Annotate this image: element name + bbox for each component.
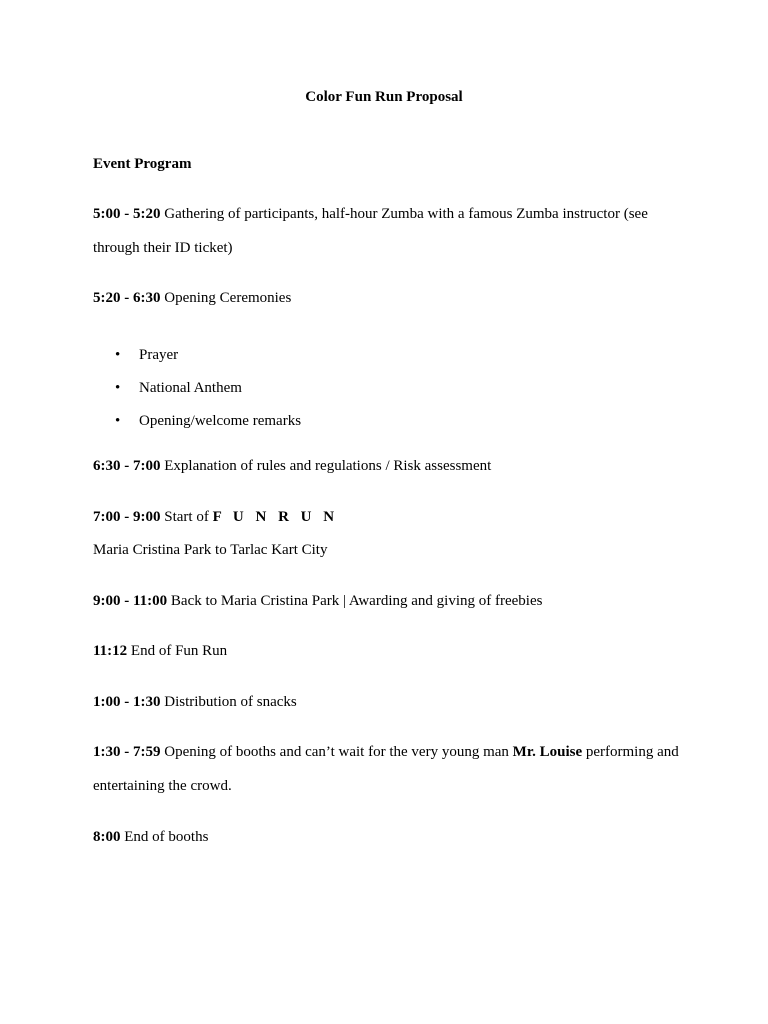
program-text: End of booths [120,829,209,845]
program-route: Maria Cristina Park to Tarlac Kart City [93,542,328,558]
list-item: • Opening/welcome remarks [93,405,301,438]
program-time: 1:30 - 7:59 [93,744,161,760]
program-text: Opening Ceremonies [160,290,292,306]
program-item-snacks [93,685,683,719]
program-item-gathering [93,197,683,265]
program-time: 9:00 - 11:00 [93,593,168,609]
program-item-booths [93,735,683,803]
program-time: 1:00 - 1:30 [93,694,161,710]
program-time: 7:00 - 9:00 [93,509,161,525]
program-time: 5:00 - 5:20 [93,206,161,222]
ceremony-bullet-list [93,339,301,438]
program-time: 11:12 [93,643,128,659]
list-item: • Prayer [93,339,301,372]
document-page [93,0,693,1024]
program-text: Distribution of snacks [160,694,297,710]
program-time: 6:30 - 7:00 [93,458,161,474]
program-text: Explanation of rules and regulations / Risk assessment [160,458,492,474]
program-item-opening-ceremonies [93,281,683,315]
program-text: performing and entertaining the crowd. [93,744,679,794]
program-item-end-booths [93,820,683,854]
program-item-end-fun-run [93,634,683,668]
list-item: • National Anthem [93,372,301,405]
fun-run-emphasis: F U N R U N [212,509,339,525]
program-item-awarding [93,584,683,618]
program-item-fun-run [93,500,683,534]
document-title: Color Fun Run Proposal [305,89,463,105]
bullet-icon: • [115,380,121,396]
program-text: Opening of booths and can’t wait for the very young man [160,744,513,760]
bullet-icon: • [115,413,121,429]
section-heading: Event Program [93,156,192,172]
program-time: 8:00 [93,829,121,845]
program-text: Gathering of participants, half-hour Zumba with a famous Zumba instructor (see through their ID ticket) [93,206,648,256]
program-item-rules [93,449,683,483]
program-text: End of Fun Run [127,643,228,659]
program-text: Back to Maria Cristina Park | Awarding and giving of freebies [167,593,543,609]
performer-name: Mr. Louise [512,744,583,760]
program-text: Start of [160,509,213,525]
program-time: 5:20 - 6:30 [93,290,161,306]
bullet-icon: • [115,347,121,363]
